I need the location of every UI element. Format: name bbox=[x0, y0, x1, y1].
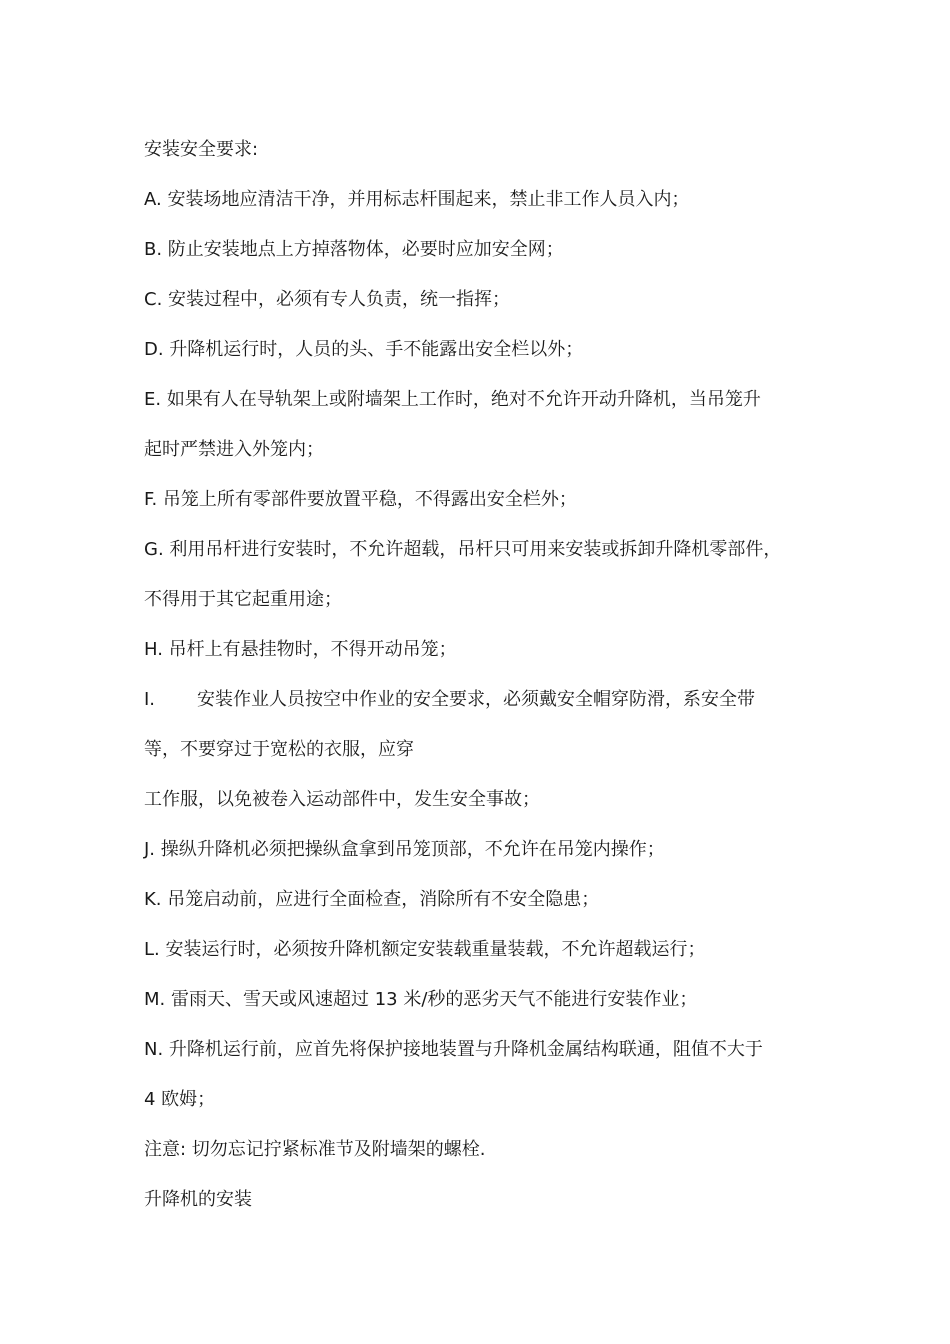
text-line: L. 安装运行时，必须按升降机额定安装载重量装载，不允许超载运行； bbox=[144, 939, 706, 960]
text-line: D. 升降机运行时，人员的头、手不能露出安全栏以外； bbox=[144, 339, 584, 360]
section-heading: 安装安全要求: bbox=[144, 139, 259, 160]
document-body bbox=[144, 138, 824, 1238]
item-marker: I. bbox=[144, 689, 156, 710]
text-line: 不得用于其它起重用途； bbox=[144, 589, 342, 610]
text-line: B. 防止安装地点上方掉落物体，必要时应加安全网； bbox=[144, 239, 564, 260]
text-line: J. 操纵升降机必须把操纵盒拿到吊笼顶部，不允许在吊笼内操作； bbox=[144, 839, 665, 860]
text-line: M. 雷雨天、雪天或风速超过 13 米/秒的恶劣天气不能进行安装作业； bbox=[144, 989, 698, 1010]
text-line: A. 安装场地应清洁干净，并用标志杆围起来，禁止非工作人员入内； bbox=[144, 189, 690, 210]
note-line: 注意: 切勿忘记拧紧标准节及附墙架的螺栓. bbox=[144, 1139, 486, 1160]
text-line: 4 欧姆； bbox=[144, 1089, 216, 1110]
text-line: N. 升降机运行前，应首先将保护接地装置与升降机金属结构联通，阻值不大于 bbox=[144, 1039, 763, 1060]
text-line: K. 吊笼启动前，应进行全面检查，消除所有不安全隐患； bbox=[144, 889, 600, 910]
text-line: H. 吊杆上有悬挂物时，不得开动吊笼； bbox=[144, 639, 457, 660]
item-text: 安装作业人员按空中作业的安全要求，必须戴安全帽穿防滑，系安全带 bbox=[197, 689, 756, 710]
text-line: 等，不要穿过于宽松的衣服，应穿 bbox=[144, 739, 414, 760]
text-line: 起时严禁进入外笼内； bbox=[144, 439, 324, 460]
text-line: E. 如果有人在导轨架上或附墙架上工作时，绝对不允许开动升降机，当吊笼升 bbox=[144, 389, 761, 410]
text-line: G. 利用吊杆进行安装时，不允许超载，吊杆只可用来安装或拆卸升降机零部件， bbox=[144, 539, 782, 560]
text-line: F. 吊笼上所有零部件要放置平稳，不得露出安全栏外； bbox=[144, 489, 577, 510]
text-line-item-i bbox=[144, 688, 824, 738]
text-line: C. 安装过程中，必须有专人负责，统一指挥； bbox=[144, 289, 511, 310]
next-section-heading: 升降机的安装 bbox=[144, 1189, 252, 1210]
text-line: 工作服，以免被卷入运动部件中，发生安全事故； bbox=[144, 789, 540, 810]
